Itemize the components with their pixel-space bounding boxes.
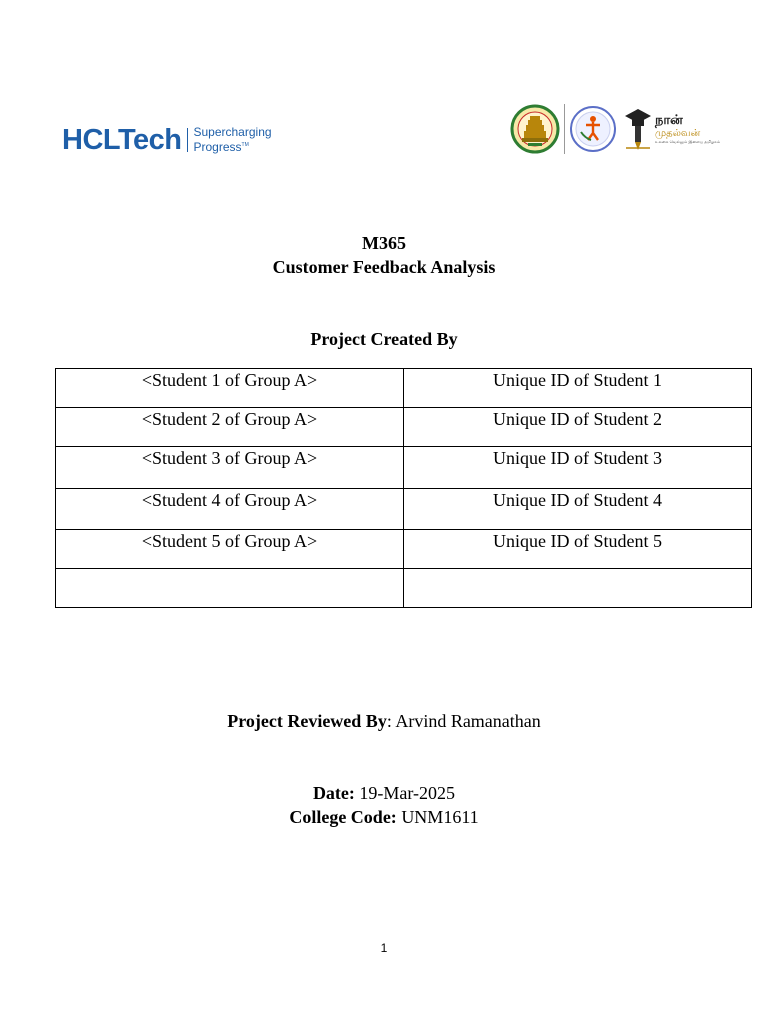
college-code-line [0, 805, 768, 829]
page-number: 1 [380, 941, 388, 955]
graduation-cap-icon [623, 104, 653, 154]
mudhalvan-title: முதல்வன் [655, 128, 701, 139]
college-code-value: UNM1611 [396, 807, 479, 827]
created-by-heading: Project Created By [310, 329, 458, 349]
table-row [56, 369, 752, 408]
date-value: 19-Mar-2025 [354, 783, 456, 803]
student-id-cell [404, 569, 752, 608]
college-code-label: College Code: [289, 807, 397, 827]
table-row [56, 530, 752, 569]
reviewer-name: : Arvind Ramanathan [386, 711, 541, 731]
student-name-cell [56, 569, 404, 608]
reviewed-by-line [0, 709, 768, 733]
hcltech-logo [62, 122, 272, 158]
student-id-cell: Unique ID of Student 2 [404, 408, 752, 447]
table-row [56, 489, 752, 530]
reviewed-by-label: Project Reviewed By [227, 711, 387, 731]
naan-slogan: உலகை வெல்லும் இளைய தமிழகம் [655, 139, 720, 144]
table-row [56, 408, 752, 447]
logo-divider [187, 128, 188, 152]
student-name-cell: <Student 3 of Group A> [56, 447, 404, 489]
student-id-cell: Unique ID of Student 4 [404, 489, 752, 530]
date-line [0, 781, 768, 805]
partner-logos [510, 100, 720, 158]
tagline-line-1: Supercharging [193, 125, 272, 139]
logo-separator [564, 104, 565, 154]
student-name-cell: <Student 5 of Group A> [56, 530, 404, 569]
tagline-line-2: Progress [193, 140, 242, 154]
date-label: Date: [312, 783, 355, 803]
tagline-tm: TM [241, 142, 249, 148]
project-title: Customer Feedback Analysis [272, 257, 496, 277]
student-name-cell: <Student 1 of Group A> [56, 369, 404, 408]
table-row [56, 447, 752, 489]
hcltech-tagline [193, 126, 271, 154]
student-id-cell: Unique ID of Student 5 [404, 530, 752, 569]
naan-title: நான் [655, 113, 683, 128]
table-row [56, 569, 752, 608]
naan-mudhalvan-text [655, 114, 720, 144]
student-id-cell: Unique ID of Student 1 [404, 369, 752, 408]
student-name-cell: <Student 4 of Group A> [56, 489, 404, 530]
project-code: M365 [362, 233, 406, 253]
students-table [55, 368, 752, 608]
skill-development-emblem-icon [569, 102, 617, 156]
tamil-nadu-emblem-icon [510, 102, 560, 156]
hcltech-wordmark: HCLTech [62, 123, 182, 156]
student-name-cell: <Student 2 of Group A> [56, 408, 404, 447]
student-id-cell: Unique ID of Student 3 [404, 447, 752, 489]
